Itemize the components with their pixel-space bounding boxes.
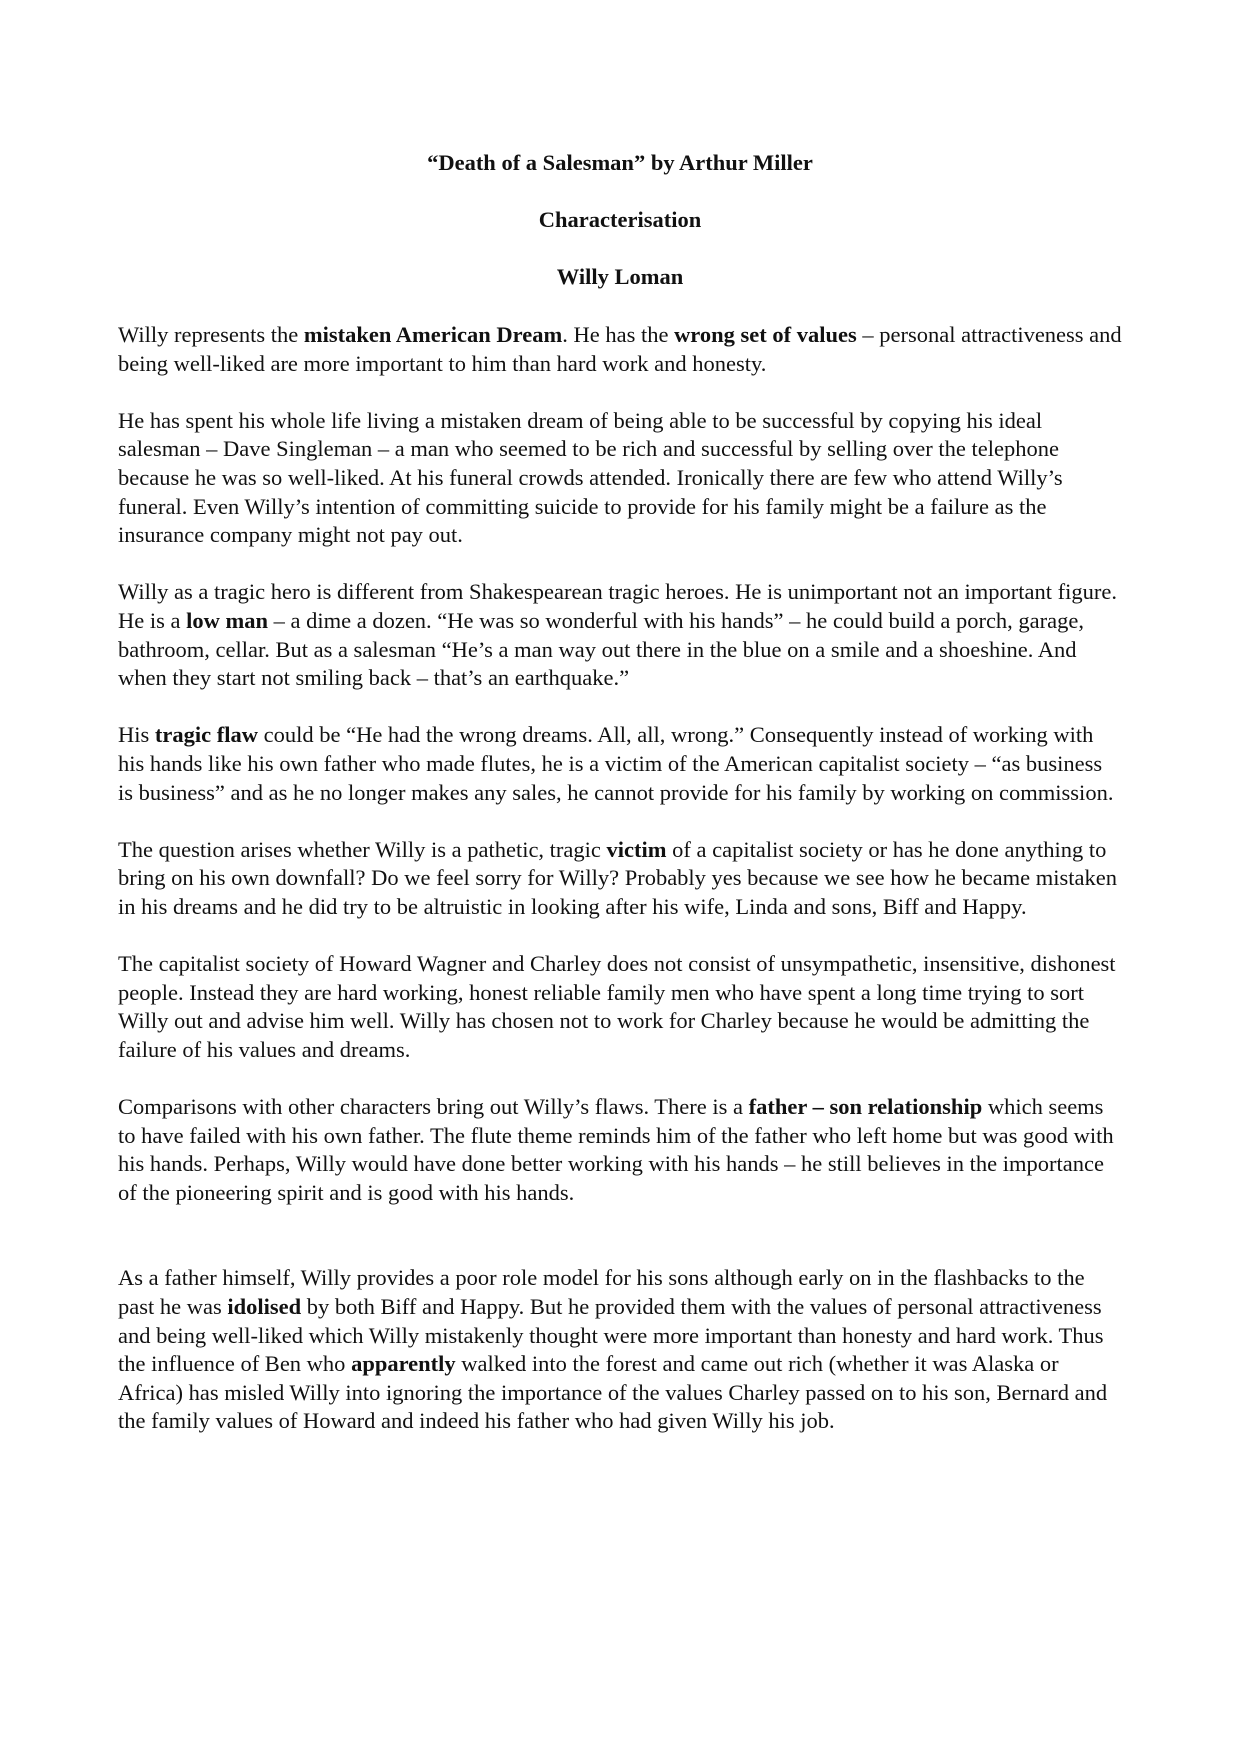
bold-phrase: tragic flaw bbox=[154, 722, 258, 748]
body-text bbox=[118, 321, 1122, 1436]
document-title: “Death of a Salesman” by Arthur Miller bbox=[427, 150, 813, 175]
text-run: – a dime a dozen. “He was so wonderful with his hands” – he could build a porch, garage, bathroom, cellar. But as a salesman “He’s a man way out there in the blue on a smile and a shoeshine. And when they start not smiling back – that’s an earthquake.” bbox=[118, 607, 1085, 691]
text-run: Willy represents the bbox=[118, 322, 304, 347]
title-block bbox=[118, 150, 1122, 290]
paragraph-5 bbox=[118, 836, 1122, 922]
text-run: walked into the forest and came out rich (whether it was Alaska or Africa) has misled Willy into ignoring the importance of the values Charley passed on to his son, Bernard and the family values of Howard and indeed his father who had given Willy his job. bbox=[118, 1351, 1108, 1434]
text-run: His bbox=[118, 722, 155, 748]
text-run: which seems to have failed with his own father. The flute theme reminds him of the father who left home but was good with his hands. Perhaps, Willy would have done better working with his hands – he still believes in the importance of the pioneering spirit and is good with his hands. bbox=[118, 1094, 1114, 1205]
text-run: The capitalist society of Howard Wagner and Charley does not consist of unsympathetic, insensitive, dishonest people. Instead they are hard working, honest reliable family men who have spent a long time trying to sort Willy out and advise him well. Willy has chosen not to work for Charley because he would be admitting the failure of his values and dreams. bbox=[118, 951, 1116, 1062]
bold-phrase: apparently bbox=[351, 1351, 456, 1377]
paragraph-3 bbox=[118, 578, 1122, 692]
text-run: The question arises whether Willy is a pathetic, tragic bbox=[118, 836, 607, 862]
text-run: Willy as a tragic hero is different from Shakespearean tragic heroes. He is unimportant not an important figure. He is a bbox=[118, 579, 1117, 633]
bold-phrase: mistaken American Dream bbox=[303, 322, 563, 347]
paragraph-7 bbox=[118, 1093, 1122, 1207]
bold-phrase: father – son relationship bbox=[748, 1094, 983, 1120]
text-run: – personal attractiveness and being well-liked are more important to him than hard work and honesty. bbox=[118, 322, 1122, 376]
bold-phrase: idolised bbox=[227, 1294, 302, 1319]
text-run: . He has the bbox=[562, 322, 675, 347]
character-heading: Willy Loman bbox=[556, 264, 684, 289]
text-run: As a father himself, Willy provides a poor role model for his sons although early on in the flashbacks to the past he was bbox=[118, 1265, 1085, 1319]
text-run: by both Biff and Happy. But he provided them with the values of personal attractiveness and being well-liked which Willy mistakenly thought were more important than honesty and hard work. Thus the influence of Ben who bbox=[118, 1294, 1104, 1377]
text-run: Comparisons with other characters bring out Willy’s flaws. There is a bbox=[118, 1094, 749, 1120]
text-run: of a capitalist society or has he done anything to bring on his own downfall? Do we feel sorry for Willy? Probably yes because we see how he became mistaken in his dreams and he did try to be altruistic in looking after his wife, Linda and sons, Biff and Happy. bbox=[118, 836, 1118, 919]
paragraph-6 bbox=[118, 950, 1122, 1064]
document-subtitle: Characterisation bbox=[538, 207, 702, 232]
bold-phrase: victim bbox=[606, 836, 667, 862]
paragraph-8 bbox=[118, 1264, 1122, 1436]
paragraph-1 bbox=[118, 321, 1122, 378]
bold-phrase: wrong set of values bbox=[674, 322, 857, 347]
paragraph-4 bbox=[118, 721, 1122, 807]
paragraph-2 bbox=[118, 407, 1122, 550]
bold-phrase: low man bbox=[186, 607, 268, 633]
text-run: He has spent his whole life living a mistaken dream of being able to be successful by copying his ideal salesman – Dave Singleman – a man who seemed to be rich and successful by selling over the telephone because he was so well-liked. At his funeral crowds attended. Ironically there are few who attend Willy’s funeral. Even Willy’s intention of committing suicide to provide for his family might be a failure as the insurance company might not pay out. bbox=[118, 407, 1063, 548]
text-run: could be “He had the wrong dreams. All, all, wrong.” Consequently instead of working with his hands like his own father who made flutes, he is a victim of the American capitalist society – “as business is business” and as he no longer makes any sales, he cannot provide for his family by working on commission. bbox=[118, 722, 1114, 805]
